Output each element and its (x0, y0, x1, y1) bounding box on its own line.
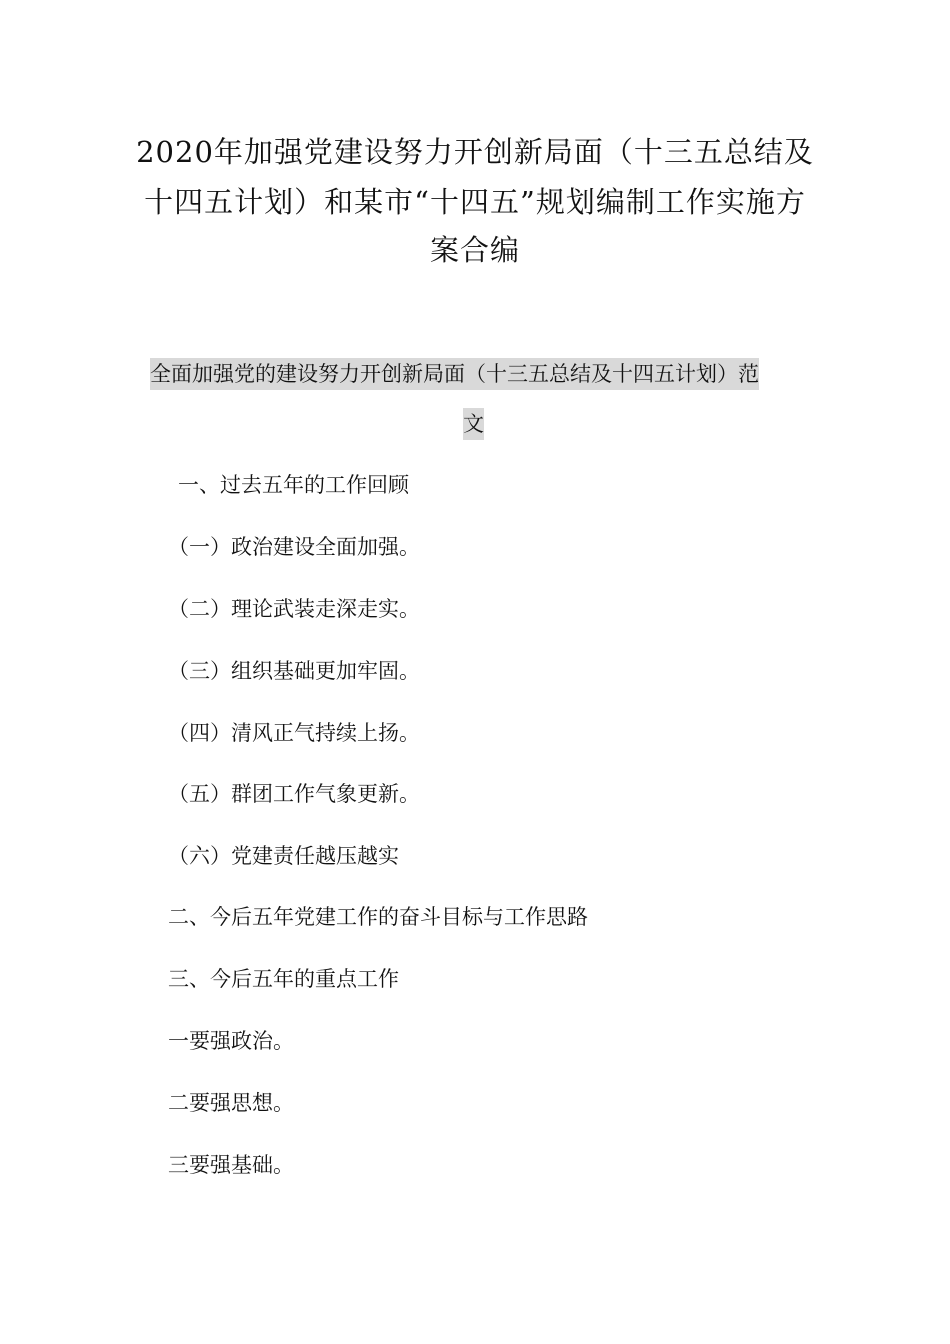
section-heading-line-2: 文 (463, 408, 484, 440)
outline-heading-3: 三、今后五年的重点工作 (168, 967, 399, 991)
outline-item-4: （四）清风正气持续上扬。 (168, 721, 420, 745)
outline-heading-1: 一、过去五年的工作回顾 (178, 473, 409, 497)
document-title-line-2: 十四五计划）和某市“十四五”规划编制工作实施方 (144, 185, 806, 219)
outline-point-2: 二要强思想。 (168, 1091, 294, 1115)
outline-point-3: 三要强基础。 (168, 1153, 294, 1177)
outline-item-1: （一）政治建设全面加强。 (168, 535, 420, 559)
document-title-line-3: 案合编 (429, 233, 520, 267)
outline-heading-2: 二、今后五年党建工作的奋斗目标与工作思路 (168, 905, 588, 929)
outline-point-1: 一要强政治。 (168, 1029, 294, 1053)
section-heading-line-1: 全面加强党的建设努力开创新局面（十三五总结及十四五计划）范 (150, 358, 759, 390)
outline-item-5: （五）群团工作气象更新。 (168, 782, 420, 806)
outline-item-6: （六）党建责任越压越实 (168, 844, 399, 868)
outline-item-2: （二）理论武装走深走实。 (168, 597, 420, 621)
outline-item-3: （三）组织基础更加牢固。 (168, 659, 420, 683)
document-title-line-1: 2020年加强党建设努力开创新局面（十三五总结及 (136, 135, 814, 169)
